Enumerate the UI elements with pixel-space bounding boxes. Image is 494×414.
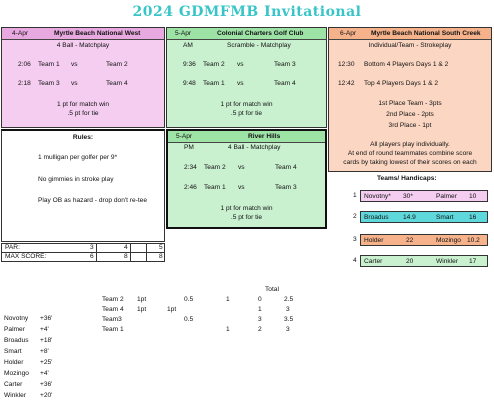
format-note: All players play individually. [370, 141, 450, 148]
player-name: Holder [4, 359, 24, 366]
format-note: cards by taking lowest of their scores on each [343, 159, 477, 166]
player-name: Carter [364, 258, 383, 265]
player-name: Novotny [4, 315, 29, 322]
par-value: 3 [90, 244, 94, 251]
match-team-a: Team 1 [204, 184, 226, 191]
rule-item: No gimmies in stroke play [38, 176, 114, 183]
score-team: Team3 [102, 316, 122, 323]
player-handicap: 10 [469, 193, 477, 200]
score-team: Team 2 [102, 296, 124, 303]
player-name: Mozingo [4, 370, 29, 377]
course-header [2, 28, 164, 40]
player-score: +36' [40, 315, 53, 322]
match-team-b: Team 4 [106, 80, 128, 87]
prize-line: 2nd Place - 2pts [386, 111, 434, 118]
score-cell: 1 [226, 326, 230, 333]
player-name: Broadus [364, 214, 389, 221]
match-time: 9:36 [183, 61, 196, 68]
course-format: 4 Ball - Matchplay [228, 144, 281, 151]
player-score: +18' [40, 337, 53, 344]
player-name: Holder [364, 237, 384, 244]
points-note: 1 pt for match win [220, 205, 273, 212]
score-total: 3 [286, 306, 290, 313]
course-name: Myrtle Beach National West [54, 29, 141, 37]
player-score: +25' [40, 359, 53, 366]
rules-heading: Rules: [72, 134, 94, 141]
course-header [329, 28, 491, 40]
team-number: 3 [353, 236, 357, 243]
match-team-b: Team 3 [274, 61, 296, 68]
player-handicap: 22 [406, 237, 414, 244]
course-card-west [1, 27, 165, 128]
team-row [360, 190, 488, 202]
max-score-value: 8 [124, 253, 128, 260]
player-name: Mozingo [436, 237, 461, 244]
match-vs: vs [238, 184, 245, 191]
match-team-a: Team 1 [203, 80, 225, 87]
score-total: 3.5 [284, 316, 294, 323]
match-time: 2:34 [184, 164, 197, 171]
format-note: At end of round teammates combine score [347, 150, 473, 157]
score-total: 3 [286, 326, 290, 333]
tee-group: Top 4 Players Days 1 & 2 [364, 80, 439, 87]
player-score: +8' [40, 348, 49, 355]
score-cell: 1pt [167, 306, 177, 313]
score-cell: 1pt [137, 306, 147, 313]
player-name: Broadus [4, 337, 29, 344]
match-team-a: Team 2 [203, 61, 225, 68]
match-team-a: Team 3 [38, 80, 60, 87]
max-score-value: 8 [159, 253, 163, 260]
course-date: 5-Apr [175, 29, 192, 37]
course-date: 5-Apr [176, 132, 193, 140]
match-vs: vs [71, 61, 78, 68]
match-team-a: Team 2 [204, 164, 226, 171]
max-score-label: MAX SCORE: [5, 253, 47, 260]
points-note: .5 pt for tie [230, 110, 263, 117]
player-handicap: 16 [469, 214, 477, 221]
team-number: 1 [353, 192, 357, 199]
match-team-b: Team 4 [274, 80, 296, 87]
prize-line: 3rd Place - 1pt [388, 122, 432, 129]
match-time: 2:18 [18, 80, 31, 87]
player-name: Novotny* [364, 193, 391, 200]
score-team: Team 4 [102, 306, 124, 313]
team-row [360, 255, 488, 267]
rules-panel [1, 129, 165, 242]
player-name: Palmer [436, 193, 457, 200]
player-name: Smart [4, 348, 22, 355]
course-format: Scramble - Matchplay [227, 42, 291, 49]
match-time: 2:46 [184, 184, 197, 191]
rule-item: Play OB as hazard - drop don't re-tee [38, 197, 148, 204]
score-cell: 2 [258, 326, 262, 333]
score-cell: 0.5 [184, 316, 194, 323]
course-card-colonial [166, 27, 327, 128]
points-note: 1 pt for match win [220, 101, 273, 108]
team-number: 4 [353, 257, 357, 264]
match-team-b: Team 3 [275, 184, 297, 191]
player-name: Smart [436, 214, 454, 221]
page-title: 2024 GDMFMB Invitational [132, 4, 362, 20]
course-header [168, 131, 325, 143]
match-time: 9:48 [183, 80, 196, 87]
tee-time: 12:42 [338, 80, 355, 87]
tee-group: Bottom 4 Players Days 1 & 2 [364, 61, 449, 68]
match-vs: vs [237, 80, 244, 87]
player-name: Palmer [4, 326, 25, 333]
score-cell: 1 [258, 306, 262, 313]
score-total: 2.5 [284, 296, 294, 303]
player-score: +4' [40, 370, 49, 377]
course-name: River Hills [248, 132, 281, 140]
player-name: Winkler [436, 258, 458, 265]
teams-heading: Teams/ Handicaps: [377, 175, 437, 182]
tee-time: 12:30 [338, 61, 355, 68]
course-header [167, 28, 326, 40]
match-team-b: Team 2 [106, 61, 128, 68]
course-name: Colonial Charters Golf Club [217, 29, 304, 37]
score-cell: 1 [226, 296, 230, 303]
course-name: Myrtle Beach National South Creek [371, 29, 481, 37]
player-handicap: 17 [469, 258, 477, 265]
match-team-b: Team 4 [275, 164, 297, 171]
player-score: +36' [40, 381, 53, 388]
match-vs: vs [71, 80, 78, 87]
player-score: +20' [40, 392, 53, 399]
match-vs: vs [238, 164, 245, 171]
score-cell: 1pt [137, 296, 147, 303]
score-cell: 0.5 [184, 296, 194, 303]
course-card-river-hills [166, 129, 327, 229]
match-time: 2:06 [18, 61, 31, 68]
max-score-value: 6 [90, 253, 94, 260]
par-table [1, 243, 165, 262]
player-score: +4' [40, 326, 49, 333]
rule-item: 1 mulligan per golfer per 9* [38, 154, 118, 161]
course-card-south-creek [328, 27, 492, 172]
player-handicap: 10.2 [467, 237, 480, 244]
player-name: Winkler [4, 392, 26, 399]
par-label: PAR: [5, 244, 20, 251]
points-note: 1 pt for match win [56, 101, 110, 108]
score-cell: 3 [258, 316, 262, 323]
course-session: PM [184, 144, 194, 151]
course-session: AM [183, 42, 193, 49]
course-date: 4-Apr [12, 29, 29, 37]
match-team-a: Team 1 [38, 61, 60, 68]
course-format: 4 Ball - Matchplay [56, 42, 110, 49]
prize-line: 1st Place Team - 3pts [378, 100, 442, 107]
par-value: 4 [124, 244, 128, 251]
course-date: 6-Apr [340, 29, 357, 37]
score-team: Team 1 [102, 326, 124, 333]
team-row [360, 234, 488, 246]
course-format: Individual/Team - Strokeplay [368, 42, 452, 49]
player-handicap: 20 [406, 258, 414, 265]
points-note: .5 pt for tie [67, 110, 99, 117]
player-name: Carter [4, 381, 23, 388]
player-handicap: 14.9 [403, 214, 416, 221]
player-handicap: 30* [403, 193, 413, 200]
par-value: 5 [159, 244, 163, 251]
match-vs: vs [237, 61, 244, 68]
total-header: Total [265, 286, 279, 293]
team-number: 2 [353, 213, 357, 220]
team-row [360, 211, 488, 223]
points-note: .5 pt for tie [230, 214, 263, 221]
score-cell: 0 [258, 296, 262, 303]
